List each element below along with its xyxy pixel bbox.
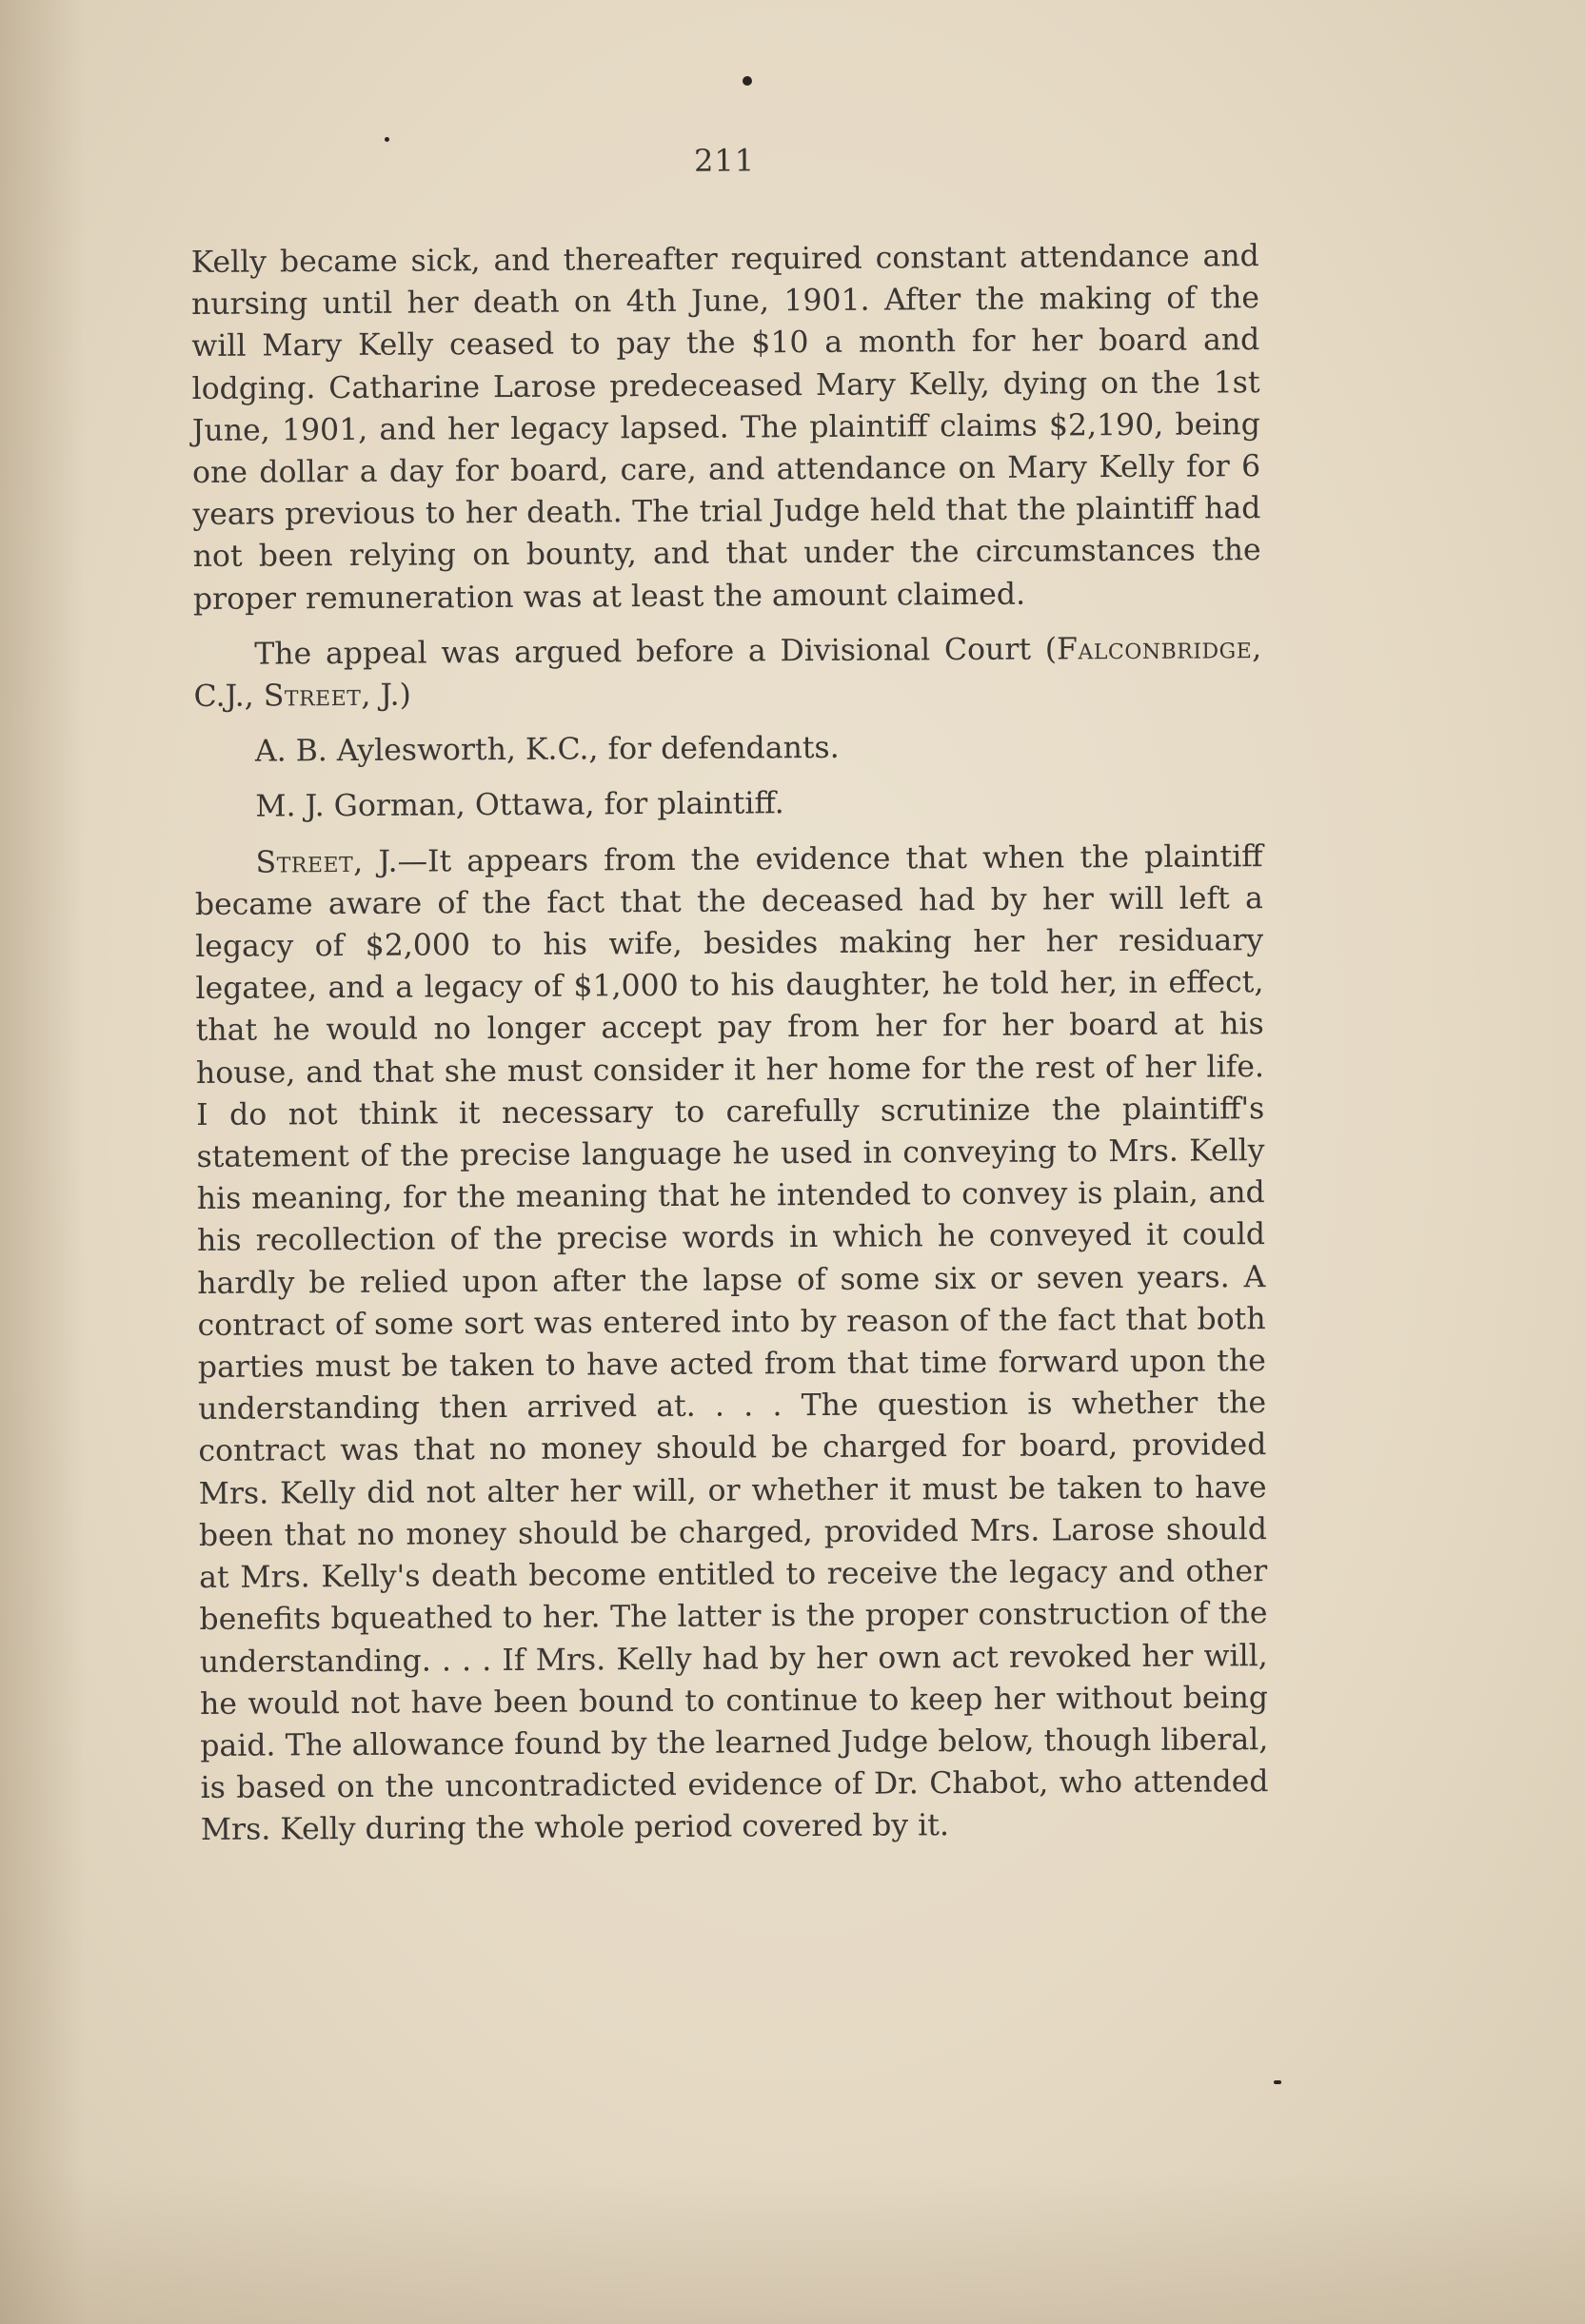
paragraph-appeal	[193, 627, 1262, 718]
page-text	[190, 136, 1269, 1851]
paragraph-facts: Kelly became sick, and thereafter required constant attendance and nursing until her death on 4th June, 1901. After the making of the will Mary Kelly ceased to pay the $10 a month for her board and lodging. Catharine Larose predeceased Mary Kelly, dying on the 1st June, 1901, and her legacy lapsed. The plaintiff claims $2,190, being one dollar a day for board, care, and attendance on Mary Kelly for 6 years previous to her death. The trial Judge held that the plaintiff had not been relying on bounty, and that under the circumstances the proper remuneration was at least the amount claimed.	[190, 239, 1261, 617]
page-shading	[0, 2172, 1585, 2324]
counsel-plaintiff: M. J. Gorman, Ottawa, for plaintiff.	[255, 786, 784, 825]
gutter-shadow	[0, 0, 86, 2324]
page-number: 211	[693, 142, 756, 179]
appeal-text-mid: , C.J.,	[193, 630, 1262, 715]
counsel-defendants: A. B. Aylesworth, K.C., for defendants.	[254, 731, 840, 769]
judgment-judge-name: Street	[255, 844, 354, 880]
paragraph-judgment	[194, 836, 1268, 1852]
judge-name-street: Street	[263, 678, 362, 714]
appeal-text-before: The appeal was argued before a Divisional Court (	[254, 632, 1058, 672]
ink-speck	[1274, 2080, 1281, 2084]
judge-name-falconbridge: Falconbridge	[1056, 631, 1253, 667]
judgment-text: , J.—It appears from the evidence that when the plaintiff became aware of the fact that the deceased had by her will left a legacy of $2,000 to his wife, besides making her her residuary legatee, and a legacy of $1,000 to his daughter, he told her, in effect, that he would no longer accept pay from her for her board at his house, and that she must consider it her home for the rest of her life. I do not think it necessary to carefully scrutinize the plaintiff's statement of the precise language he used in conveying to Mrs. Kelly his meaning, for the meaning that he intended to convey is plain, and his recollection of the precise words in which he conveyed it could hardly be relied upon after the lapse of some six or seven years. A contract of some sort was entered into by reason of the fact that both parties must be taken to have acted from that time forward upon the understanding then arrived at. . . . The question is whether the contract was that no money should be charged for board, provided Mrs. Kelly did not alter her will, or whether it must be taken to have been that no money should be charged, provided Mrs. Larose should at Mrs. Kelly's death become entitled to receive the legacy and other benefits bqueathed to her. The latter is the proper construction of the understanding. . . . If Mrs. Kelly had by her own act revoked her will, he would not have been bound to continue to keep her without being paid. The allowance found by the learned Judge below, though liberal, is based on the uncontradicted evidence of Dr. Chabot, who attended Mrs. Kelly during the whole period covered by it.	[194, 838, 1269, 1848]
appeal-text-after: , J.)	[361, 678, 412, 713]
ink-speck	[743, 76, 752, 86]
